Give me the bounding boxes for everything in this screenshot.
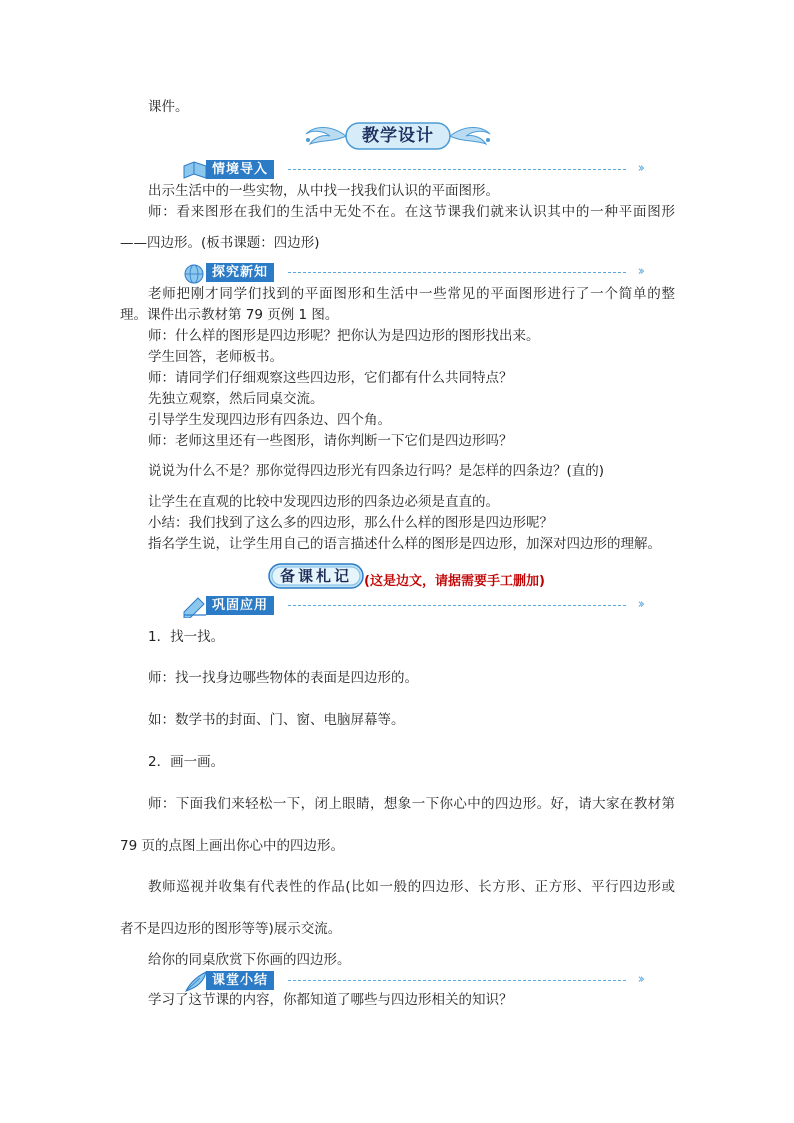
- section-header-apply: [180, 596, 642, 618]
- body-text: 出示生活中的一些实物，从中找一找我们认识的平面图形。: [148, 183, 499, 199]
- dashed-divider: [288, 272, 626, 273]
- double-chevron-icon: ››: [637, 161, 642, 176]
- section-header-summary: [180, 971, 642, 993]
- body-text: 理。课件出示教材第 79 页例 1 图。: [120, 307, 339, 323]
- body-text: 教师巡视并收集有代表性的作品(比如一般的四边形、长方形、正方形、平行四边形或: [148, 879, 675, 895]
- body-text: 让学生在直观的比较中发现四边形的四条边必须是直直的。: [148, 494, 499, 510]
- dashed-divider: [288, 605, 626, 606]
- body-text: 引导学生发现四边形有四条边、四个角。: [148, 412, 391, 428]
- body-text: 师：下面我们来轻松一下，闭上眼睛，想象一下你心中的四边形。好，请大家在教材第: [148, 796, 675, 812]
- section-header-intro: [180, 160, 642, 182]
- body-text: 给你的同桌欣赏下你画的四边形。: [148, 952, 351, 968]
- section-title: 情境导入: [206, 160, 274, 179]
- body-text: 先独立观察，然后同桌交流。: [148, 391, 324, 407]
- body-text: 79 页的点图上画出你心中的四边形。: [120, 838, 344, 854]
- section-title: 巩固应用: [206, 596, 274, 615]
- body-text: 说说为什么不是？那你觉得四边形光有四条边行吗？是怎样的四条边？(直的): [148, 463, 605, 479]
- body-text: 小结：我们找到了这么多的四边形，那么什么样的图形是四边形呢？: [148, 515, 553, 531]
- section-title: 课堂小结: [206, 971, 274, 990]
- body-text: 学习了这节课的内容，你都知道了哪些与四边形相关的知识？: [148, 992, 513, 1008]
- body-text: 1．找一找。: [148, 629, 225, 645]
- banner-title: 教学设计: [362, 126, 434, 146]
- memo-title: 备课札记: [279, 567, 352, 585]
- memo-note: (这是边文，请据需要手工删加): [364, 574, 545, 589]
- double-chevron-icon: ››: [637, 597, 642, 612]
- dashed-divider: [288, 980, 626, 981]
- body-text: 者不是四边形的图形等等)展示交流。: [120, 921, 342, 937]
- section-header-explore: [180, 263, 642, 285]
- body-text: 老师把刚才同学们找到的平面图形和生活中一些常见的平面图形进行了一个简单的整: [148, 286, 675, 302]
- body-text: 师：请同学们仔细观察这些四边形，它们都有什么共同特点？: [148, 370, 513, 386]
- body-text: 学生回答，老师板书。: [148, 349, 283, 365]
- double-chevron-icon: ››: [637, 972, 642, 987]
- double-chevron-icon: ››: [637, 264, 642, 279]
- body-text: 师：老师这里还有一些图形，请你判断一下它们是四边形吗？: [148, 433, 513, 449]
- section-banner: [300, 120, 496, 152]
- body-text: 指名学生说，让学生用自己的语言描述什么样的图形是四边形，加深对四边形的理解。: [148, 536, 661, 552]
- body-text: 师：什么样的图形是四边形呢？把你认为是四边形的图形找出来。: [148, 328, 540, 344]
- body-text: 如：数学书的封面、门、窗、电脑屏幕等。: [148, 712, 405, 728]
- dashed-divider: [288, 169, 626, 170]
- body-text: 师：看来图形在我们的生活中无处不在。在这节课我们就来认识其中的一种平面图形: [148, 204, 675, 220]
- body-text: 师：找一找身边哪些物体的表面是四边形的。: [148, 670, 418, 686]
- section-title: 探究新知: [206, 263, 274, 282]
- body-text: ——四边形。(板书课题：四边形): [120, 235, 320, 251]
- body-text: 2．画一画。: [148, 754, 225, 770]
- body-text: 课件。: [148, 99, 189, 115]
- memo-badge: [268, 563, 364, 589]
